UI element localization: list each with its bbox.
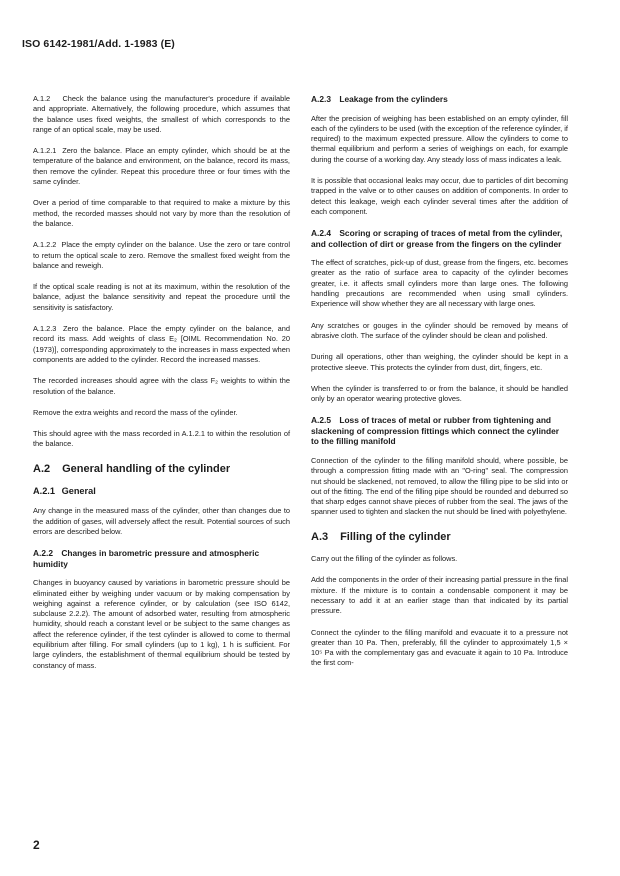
section-title: Loss of traces of metal or rubber from tightening and slackening of compression fittings which connect the cylinder to the filling manifold — [311, 415, 560, 447]
right-column — [311, 94, 568, 680]
section-heading-a2 — [33, 464, 290, 474]
paragraph: Over a period of time comparable to that required to make a mixture by this method, the recorded masses should not vary by more than the resolution of the balance. — [33, 198, 290, 228]
paragraph: The recorded increases should agree with the class F₂ weights to within the resolution of the balance. — [33, 376, 290, 396]
subsection-heading-a2-3 — [311, 94, 568, 105]
paragraph: Remove the extra weights and record the mass of the cylinder. — [33, 407, 238, 417]
paragraph: Carry out the filling of the cylinder as follows. — [311, 554, 458, 564]
paragraph: Connect the cylinder to the filling manifold and evacuate it to a pressure not greater than 10 Pa. Then, preferably, fill the cylinder to approximately 1,5 × 10⁵ Pa with the complementary gas and evacuate it again to 10 Pa. Introduce the first com- — [311, 627, 568, 668]
section-number: A.3 — [311, 530, 329, 543]
section-number: A.2.2 — [33, 548, 54, 559]
paragraph: If the optical scale reading is not at its maximum, within the resolution of the balance, adjust the balance sensitivity and repeat the procedure until the sensitivity is satisfactory. — [33, 282, 290, 312]
subsection-heading-a2-2 — [33, 548, 290, 569]
paragraph-a1-2-3 — [33, 324, 290, 365]
clause-number: A.1.2.2 — [33, 240, 57, 250]
page-number: 2 — [33, 838, 40, 852]
paragraph: This should agree with the mass recorded in A.1.2.1 to within the resolution of the balance. — [33, 429, 290, 449]
section-number: A.2.1 — [33, 486, 55, 497]
paragraph: The effect of scratches, pick-up of dust, grease from the fingers, etc. becomes greater as the ratio of surface area to capacity of the cylinder becomes greater, i.e. it affects small cylinders more than large ones. The following handling precautions are recommended when using small cylinders. Experience will show whether they are all necessary with large ones. — [311, 258, 568, 309]
paragraph: Add the components in the order of their increasing partial pressure in the final mixture. If the mixture is to contain a condensable component it may be necessary to add it at an earlier stage than that indicated by its partial pressure. — [311, 575, 568, 616]
clause-number: A.1.2 — [33, 94, 51, 103]
paragraph: Connection of the cylinder to the filling manifold should, where possible, be through a compression fitting made with an "O-ring" seal. The compression nut should be slackened, not removed, to allow the filling pipe to be slid into or out of the fitting. The end of the filling pipe should be rounded and deburred so that sharp edges cannot shave pieces of rubber from the seal. The jaws of the spanner used to tighten and slacken the nut should be lined with polyethylene. — [311, 455, 568, 517]
section-number: A.2 — [33, 462, 51, 475]
section-title: Filling of the cylinder — [340, 530, 451, 543]
clause-text: Zero the balance. Place an empty cylinder, which should be at the temperature of the balance and environment, on the balance, record its mass, then remove the cylinder. Repeat this procedure three or four times with the same cylinder. — [33, 146, 290, 187]
section-number: A.2.4 — [311, 228, 332, 239]
section-number: A.2.5 — [311, 415, 332, 426]
subsection-heading-a2-5 — [311, 415, 568, 447]
section-title: Leakage from the cylinders — [339, 94, 448, 104]
paragraph: After the precision of weighing has been established on an empty cylinder, fill each of the cylinders to be used (with the exception of the reference cylinder, if required) to the maximum expected pressure. Allow the cylinders to come to thermal equilibrium and perform a series of weighings on each, for example during the course of a working day. Any steady loss of mass indicates a leak. — [311, 113, 568, 164]
paragraph: It is possible that occasional leaks may occur, due to particles of dirt becoming trapped in the valve or to other causes on addition of components. In order to detect this leakage, weigh each cylinder several times after the addition of each component. — [311, 175, 568, 216]
paragraph-a1-2-2 — [33, 240, 290, 271]
section-title: Changes in barometric pressure and atmospheric humidity — [33, 548, 260, 569]
paragraph: Any change in the measured mass of the cylinder, other than changes due to the addition of gases, will adversely affect the result. Potential sources of such errors are described below. — [33, 506, 290, 536]
paragraph-a1-2 — [33, 94, 290, 135]
clause-number: A.1.2.3 — [33, 324, 57, 334]
section-heading-a3 — [311, 532, 568, 542]
subsection-heading-a2-4 — [311, 228, 568, 249]
section-title: General — [61, 486, 96, 497]
clause-text: Zero the balance. Place the empty cylinder on the balance, and record its mass. Add weights of class E₂ [OIML Recommendation No. 20 (1973)], corresponding approximately to the increases in mass expected when components are added to the cylinder. Record the increased masses. — [33, 324, 290, 364]
section-number: A.2.3 — [311, 94, 332, 104]
paragraph: During all operations, other than weighing, the cylinder should be kept in a protective sleeve. This protects the cylinder from dust, dirt, fingers, etc. — [311, 352, 568, 372]
paragraph-a1-2-1 — [33, 146, 290, 187]
paragraph: When the cylinder is transferred to or from the balance, it should be handled only by an operator wearing protective gloves. — [311, 383, 568, 404]
clause-number: A.1.2.1 — [33, 146, 57, 156]
subsection-heading-a2-1 — [33, 486, 290, 496]
clause-text: Place the empty cylinder on the balance. Use the zero or tare control to return the optical scale to zero. Remove the smallest fixed weight from the balance and reweigh. — [33, 240, 290, 270]
paragraph: Changes in buoyancy caused by variations in barometric pressure should be eliminated either by weighing under vacuum or by making compensation by weighing against a reference cylinder, or by calculation (see ISO 6142, subclause 2.2.2). The amount of adsorbed water, resulting from atmospheric humidity, should reach a constant level or be subject to the same changes as affect the reference cylinder, if the test cylinder is allowed to come to thermal equilibrium after filling. For small cylinders (up to 1 kg), 1 h is sufficient. For large cylinders, the establishment of thermal equilibrium should be tested by constancy of mass. — [33, 578, 290, 670]
left-column — [33, 94, 290, 682]
document-header: ISO 6142-1981/Add. 1-1983 (E) — [22, 38, 175, 50]
section-title: General handling of the cylinder — [62, 462, 231, 475]
paragraph: Any scratches or gouges in the cylinder should be removed by means of abrasive cloth. The surface of the cylinder should be clean and polished. — [311, 320, 568, 340]
clause-text: Check the balance using the manufacturer's procedure if available and appropriate. Alternatively, the following procedure, which assumes that the balance uses fixed weights, the smallest of which corresponds to the range of an optical scale, may be used. — [33, 94, 290, 134]
section-title: Scoring or scraping of traces of metal from the cylinder, and collection of dirt or grease from the fingers on the cylinder — [311, 228, 563, 249]
